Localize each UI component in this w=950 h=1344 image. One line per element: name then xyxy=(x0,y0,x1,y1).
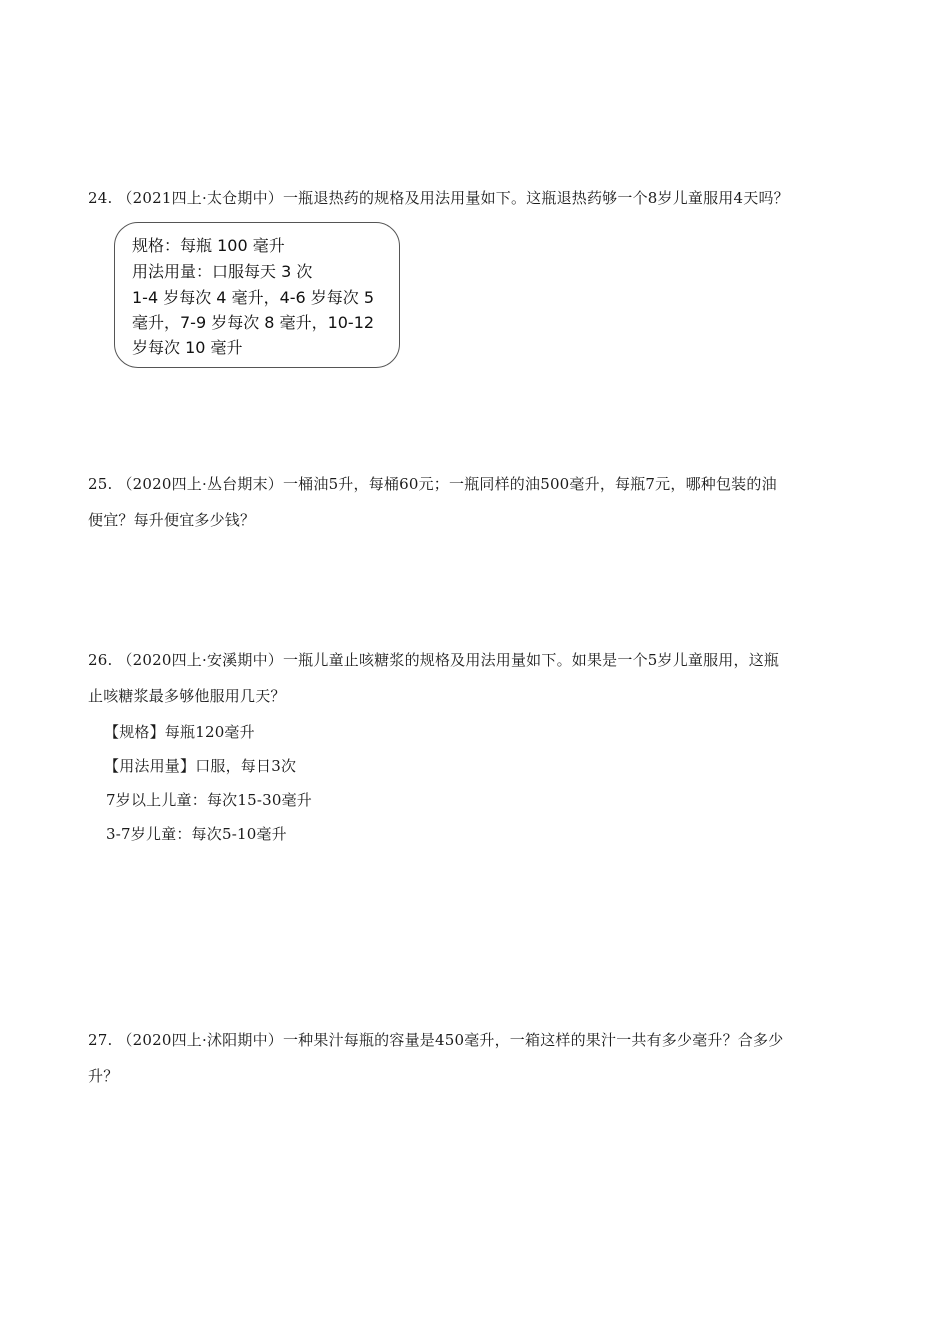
question-25-text-line-2: 便宜？每升便宜多少钱？ xyxy=(88,511,256,529)
spec-box-line-2: 用法用量：口服每天 3 次 xyxy=(132,262,313,281)
syrup-spec-line-1: 【规格】每瓶120毫升 xyxy=(104,723,255,741)
spec-box-line-1: 规格：每瓶 100 毫升 xyxy=(132,236,285,255)
question-25-text-line-1: 25. （2020四上·丛台期末）一桶油5升，每桶60元；一瓶同样的油500毫升，每瓶7元，哪种包装的油 xyxy=(88,475,777,493)
syrup-spec-line-3: 7岁以上儿童：每次15-30毫升 xyxy=(106,791,312,809)
spec-box-line-3: 1-4 岁每次 4 毫升，4-6 岁每次 5 xyxy=(132,288,375,307)
spec-box-line-5: 岁每次 10 毫升 xyxy=(132,338,243,357)
question-27-text-line-2: 升？ xyxy=(88,1067,119,1085)
question-26-text-line-1: 26. （2020四上·安溪期中）一瓶儿童止咳糖浆的规格及用法用量如下。如果是一个5岁儿童服用，这瓶 xyxy=(88,651,780,669)
question-27-text-line-1: 27. （2020四上·沭阳期中）一种果汁每瓶的容量是450毫升，一箱这样的果汁一共有多少毫升？合多少 xyxy=(88,1031,784,1049)
spec-box-line-4: 毫升，7-9 岁每次 8 毫升，10-12 xyxy=(132,313,375,332)
syrup-spec-line-4: 3-7岁儿童：每次5-10毫升 xyxy=(106,825,287,843)
question-24-text: 24. （2021四上·太仓期中）一瓶退热药的规格及用法用量如下。这瓶退热药够一个8岁儿童服用4天吗？ xyxy=(88,189,789,207)
syrup-spec-line-2: 【用法用量】口服，每日3次 xyxy=(104,757,297,775)
question-26-text-line-2: 止咳糖浆最多够他服用几天？ xyxy=(88,687,286,705)
